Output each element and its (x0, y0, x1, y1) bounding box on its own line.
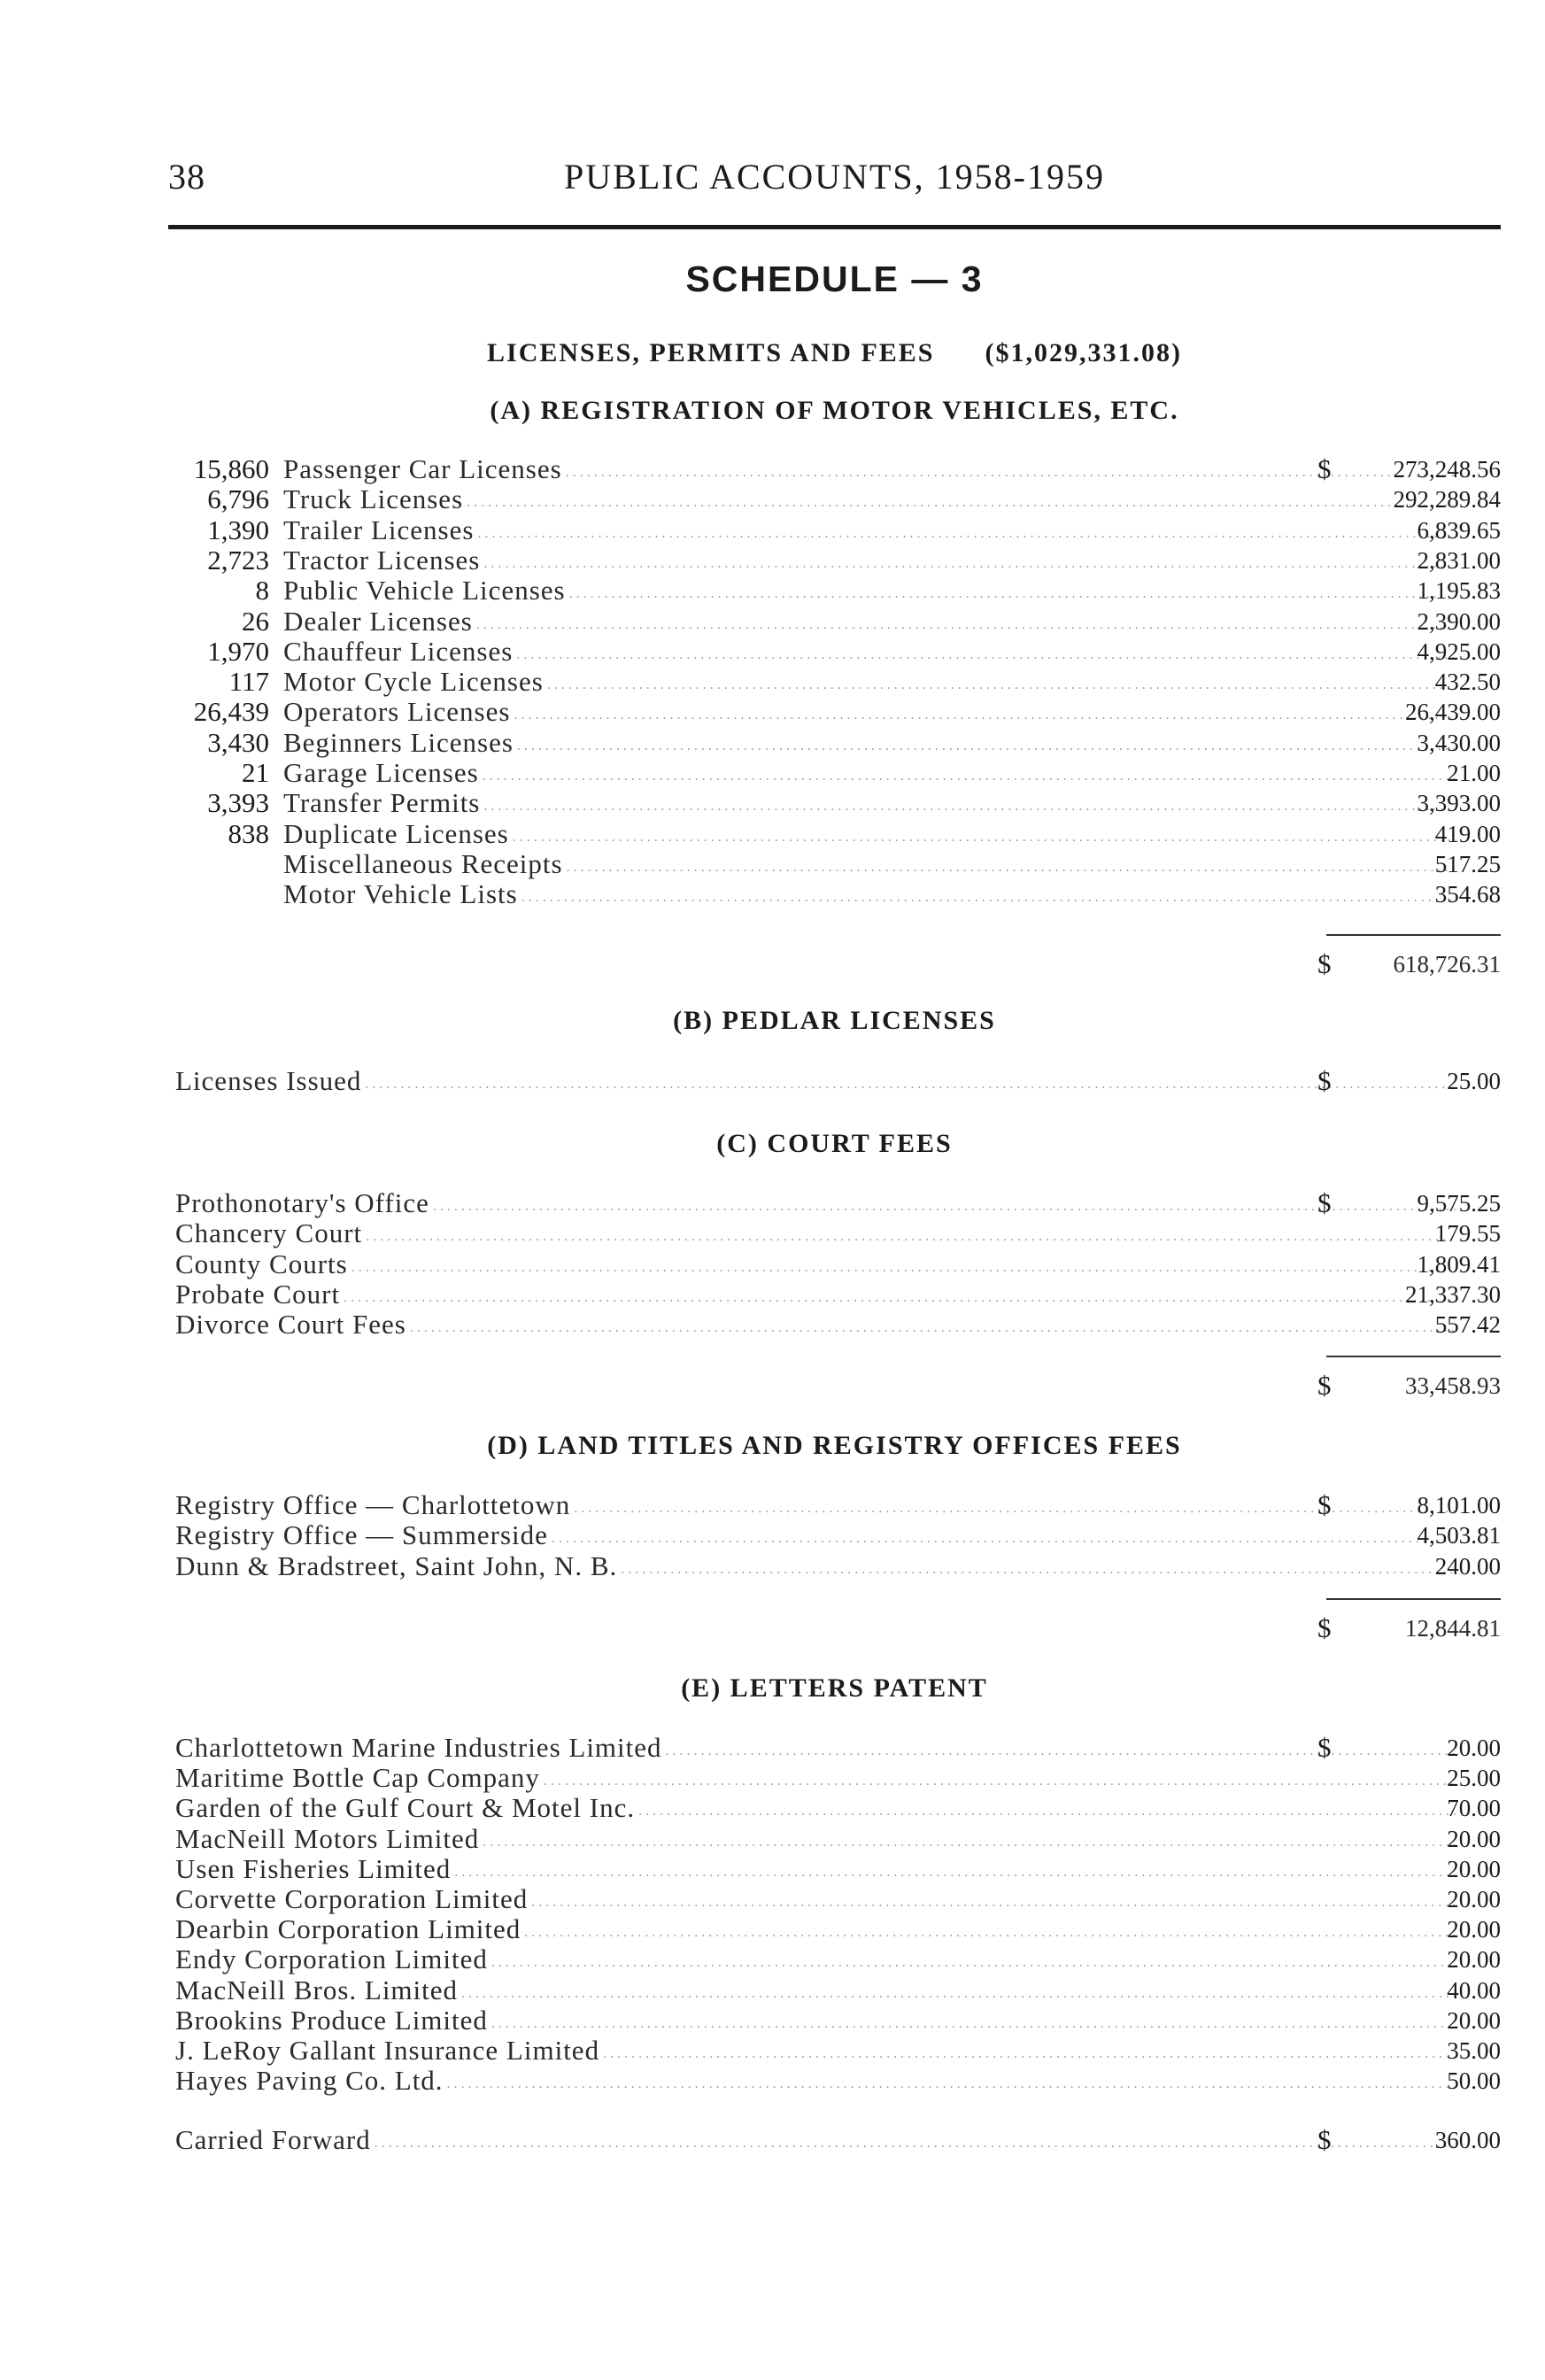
section-c-sum-rule (1326, 1356, 1501, 1357)
section-a-sum-rule (1326, 934, 1501, 936)
row-description: J. LeRoy Gallant Insurance Limited . . . (175, 2036, 1456, 2066)
ledger-row (168, 1249, 1501, 1279)
row-amount: 20.00 (1447, 1735, 1501, 1761)
subtitle-total: ($1,029,331.08) (985, 338, 1182, 367)
row-description: Garage Licenses . . . (283, 758, 1456, 788)
ledger-row (168, 1279, 1501, 1310)
ledger-row (168, 728, 1501, 758)
row-amount: 432.50 (1434, 668, 1501, 696)
row-amount: 20.00 (1447, 1855, 1501, 1882)
row-quantity: 8 (255, 575, 269, 607)
row-amount: 20.00 (1447, 1946, 1501, 1974)
carried-forward-dollar: $ (1317, 2124, 1332, 2155)
row-description: Chancery Court . . . (175, 1218, 1456, 1248)
ledger-row (168, 1854, 1501, 1884)
row-description: Motor Vehicle Lists . . . (283, 879, 1456, 909)
schedule-subtitle (168, 338, 1501, 368)
header-rule (168, 225, 1501, 229)
row-amount: 2,390.00 (1417, 607, 1501, 635)
row-description: Registry Office — Charlottetown . . . (175, 1490, 1456, 1520)
ledger-row (168, 819, 1501, 849)
running-title: PUBLIC ACCOUNTS, 1958-1959 (564, 157, 1105, 197)
row-amount: 4,925.00 (1417, 638, 1501, 665)
row-description: Motor Cycle Licenses . . . (283, 667, 1456, 697)
row-amount: 21,337.30 (1405, 1280, 1501, 1308)
row-description: Usen Fisheries Limited . . . (175, 1854, 1456, 1884)
row-description: Passenger Car Licenses . . . (283, 454, 1456, 484)
row-description: Licenses Issued . . . (175, 1066, 1456, 1096)
ledger-row (168, 758, 1501, 788)
row-description: Public Vehicle Licenses . . . (283, 576, 1456, 606)
ledger-row (168, 1763, 1501, 1793)
total-amount: 618,726.31 (1393, 951, 1501, 978)
total-dollar: $ (1317, 1370, 1332, 1401)
total-dollar: $ (1317, 1612, 1332, 1643)
row-quantity: 1,390 (207, 514, 269, 545)
row-amount: 50.00 (1447, 2067, 1501, 2095)
section-b-heading: (B) PEDLAR LICENSES (673, 1006, 996, 1035)
ledger-row (168, 1490, 1501, 1520)
ledger-row (168, 484, 1501, 514)
row-dollar-sign: $ (1317, 1065, 1332, 1096)
ledger-row (168, 1975, 1501, 2005)
row-quantity: 21 (242, 757, 269, 788)
ledger-row (168, 1733, 1501, 1763)
row-description: Dunn & Bradstreet, Saint John, N. B. . . . (175, 1551, 1456, 1581)
row-description: Corvette Corporation Limited . . . (175, 1884, 1456, 1914)
carried-forward-row (168, 2125, 1501, 2155)
row-description: MacNeill Motors Limited . . . (175, 1824, 1456, 1854)
ledger-row (168, 1066, 1501, 1096)
row-quantity: 3,430 (207, 726, 269, 758)
row-quantity: 3,393 (207, 787, 269, 819)
ledger-row (168, 454, 1501, 484)
row-description: Dearbin Corporation Limited . . . (175, 1914, 1456, 1944)
ledger-row (168, 1884, 1501, 1914)
row-quantity: 26 (242, 605, 269, 637)
ledger-row (168, 2005, 1501, 2036)
row-amount: 240.00 (1434, 1552, 1501, 1580)
row-amount: 25.00 (1447, 1765, 1501, 1792)
row-description: Beginners Licenses . . . (283, 728, 1456, 758)
row-amount: 4,503.81 (1417, 1522, 1501, 1549)
ledger-row (168, 1551, 1501, 1581)
row-dollar-sign: $ (1317, 1732, 1332, 1763)
schedule-title: SCHEDULE — 3 (685, 259, 984, 299)
row-description: Miscellaneous Receipts . . . (283, 849, 1456, 879)
row-amount: 1,809.41 (1417, 1250, 1501, 1278)
row-description: Probate Court . . . (175, 1279, 1456, 1310)
page-header (168, 156, 1501, 209)
row-amount: 40.00 (1447, 1976, 1501, 2004)
row-amount: 26,439.00 (1405, 699, 1501, 726)
row-description: Registry Office — Summerside . . . (175, 1520, 1456, 1550)
row-description: Hayes Paving Co. Ltd. . . . (175, 2066, 1456, 2096)
row-amount: 273,248.56 (1393, 456, 1501, 483)
ledger-row (168, 1520, 1501, 1550)
section-c-heading: (C) COURT FEES (716, 1129, 953, 1158)
row-amount: 20.00 (1447, 1825, 1501, 1852)
row-amount: 557.42 (1434, 1311, 1501, 1339)
ledger-row (168, 1944, 1501, 1974)
row-description: Divorce Court Fees . . . (175, 1310, 1456, 1340)
ledger-row (168, 879, 1501, 909)
ledger-row (168, 788, 1501, 818)
row-amount: 354.68 (1434, 881, 1501, 908)
total-amount: 33,458.93 (1405, 1372, 1501, 1399)
row-description: MacNeill Bros. Limited . . . (175, 1975, 1456, 2005)
row-amount: 179.55 (1434, 1220, 1501, 1248)
row-amount: 20.00 (1447, 1886, 1501, 1912)
ledger-row (168, 2036, 1501, 2066)
section-c-total (168, 1371, 1501, 1401)
row-amount: 25.00 (1447, 1068, 1501, 1094)
section-a-total (168, 949, 1501, 979)
ledger-row (168, 1793, 1501, 1823)
ledger-row (168, 1310, 1501, 1340)
row-quantity: 1,970 (207, 635, 269, 667)
ledger-row (168, 697, 1501, 727)
row-description: Trailer Licenses . . . (283, 515, 1456, 545)
row-amount: 6,839.65 (1417, 516, 1501, 544)
ledger-row (168, 849, 1501, 879)
row-description: Maritime Bottle Cap Company . . . (175, 1763, 1456, 1793)
row-amount: 2,831.00 (1417, 546, 1501, 574)
ledger-row (168, 1824, 1501, 1854)
row-description: County Courts . . . (175, 1249, 1456, 1279)
row-amount: 20.00 (1447, 1916, 1501, 1943)
ledger-row (168, 667, 1501, 697)
row-amount: 20.00 (1447, 2006, 1501, 2034)
section-e-heading: (E) LETTERS PATENT (681, 1673, 988, 1703)
ledger-row (168, 1914, 1501, 1944)
ledger-row (168, 1218, 1501, 1248)
row-amount: 35.00 (1447, 2037, 1501, 2064)
ledger-row (168, 515, 1501, 545)
row-quantity: 26,439 (193, 696, 269, 728)
row-amount: 9,575.25 (1417, 1190, 1501, 1217)
ledger-row (168, 1188, 1501, 1218)
section-a-heading: (A) REGISTRATION OF MOTOR VEHICLES, ETC. (490, 396, 1179, 425)
row-quantity: 6,796 (207, 483, 269, 515)
carried-forward-label: Carried Forward . . . (175, 2125, 1456, 2155)
row-amount: 70.00 (1447, 1795, 1501, 1822)
section-d-heading: (D) LAND TITLES AND REGISTRY OFFICES FEES (487, 1431, 1182, 1460)
row-quantity: 117 (228, 666, 269, 698)
row-description: Endy Corporation Limited . . . (175, 1944, 1456, 1974)
row-description: Garden of the Gulf Court & Motel Inc. . . . (175, 1793, 1456, 1823)
row-amount: 3,393.00 (1417, 790, 1501, 817)
row-dollar-sign: $ (1317, 1489, 1332, 1520)
row-description: Duplicate Licenses . . . (283, 819, 1456, 849)
ledger-row (168, 576, 1501, 606)
row-amount: 8,101.00 (1417, 1492, 1501, 1518)
row-dollar-sign: $ (1317, 1187, 1332, 1218)
row-description: Chauffeur Licenses . . . (283, 637, 1456, 667)
row-description: Brookins Produce Limited . . . (175, 2005, 1456, 2036)
total-amount: 12,844.81 (1405, 1615, 1501, 1642)
subtitle-text: LICENSES, PERMITS AND FEES (487, 338, 935, 367)
row-quantity: 15,860 (193, 453, 269, 484)
row-amount: 292,289.84 (1393, 486, 1501, 514)
section-d-sum-rule (1326, 1598, 1501, 1600)
row-amount: 1,195.83 (1417, 577, 1501, 605)
row-amount: 21.00 (1447, 760, 1501, 786)
row-quantity: 838 (228, 817, 269, 849)
row-description: Charlottetown Marine Industries Limited . . . (175, 1733, 1456, 1763)
row-description: Tractor Licenses . . . (283, 545, 1456, 576)
carried-forward-amount: 360.00 (1434, 2127, 1501, 2153)
ledger-row (168, 545, 1501, 576)
page-number: 38 (168, 157, 205, 197)
total-dollar: $ (1317, 948, 1332, 979)
row-dollar-sign: $ (1317, 453, 1332, 484)
row-amount: 3,430.00 (1417, 729, 1501, 756)
section-d-total (168, 1613, 1501, 1643)
row-amount: 517.25 (1434, 850, 1501, 877)
ledger-row (168, 2066, 1501, 2096)
row-description: Transfer Permits . . . (283, 788, 1456, 818)
row-amount: 419.00 (1434, 820, 1501, 847)
ledger-row (168, 607, 1501, 637)
ledger-row (168, 637, 1501, 667)
row-quantity: 2,723 (207, 544, 269, 576)
row-description: Truck Licenses . . . (283, 484, 1456, 514)
row-description: Dealer Licenses . . . (283, 607, 1456, 637)
row-description: Prothonotary's Office . . . (175, 1188, 1456, 1218)
row-description: Operators Licenses . . . (283, 697, 1456, 727)
